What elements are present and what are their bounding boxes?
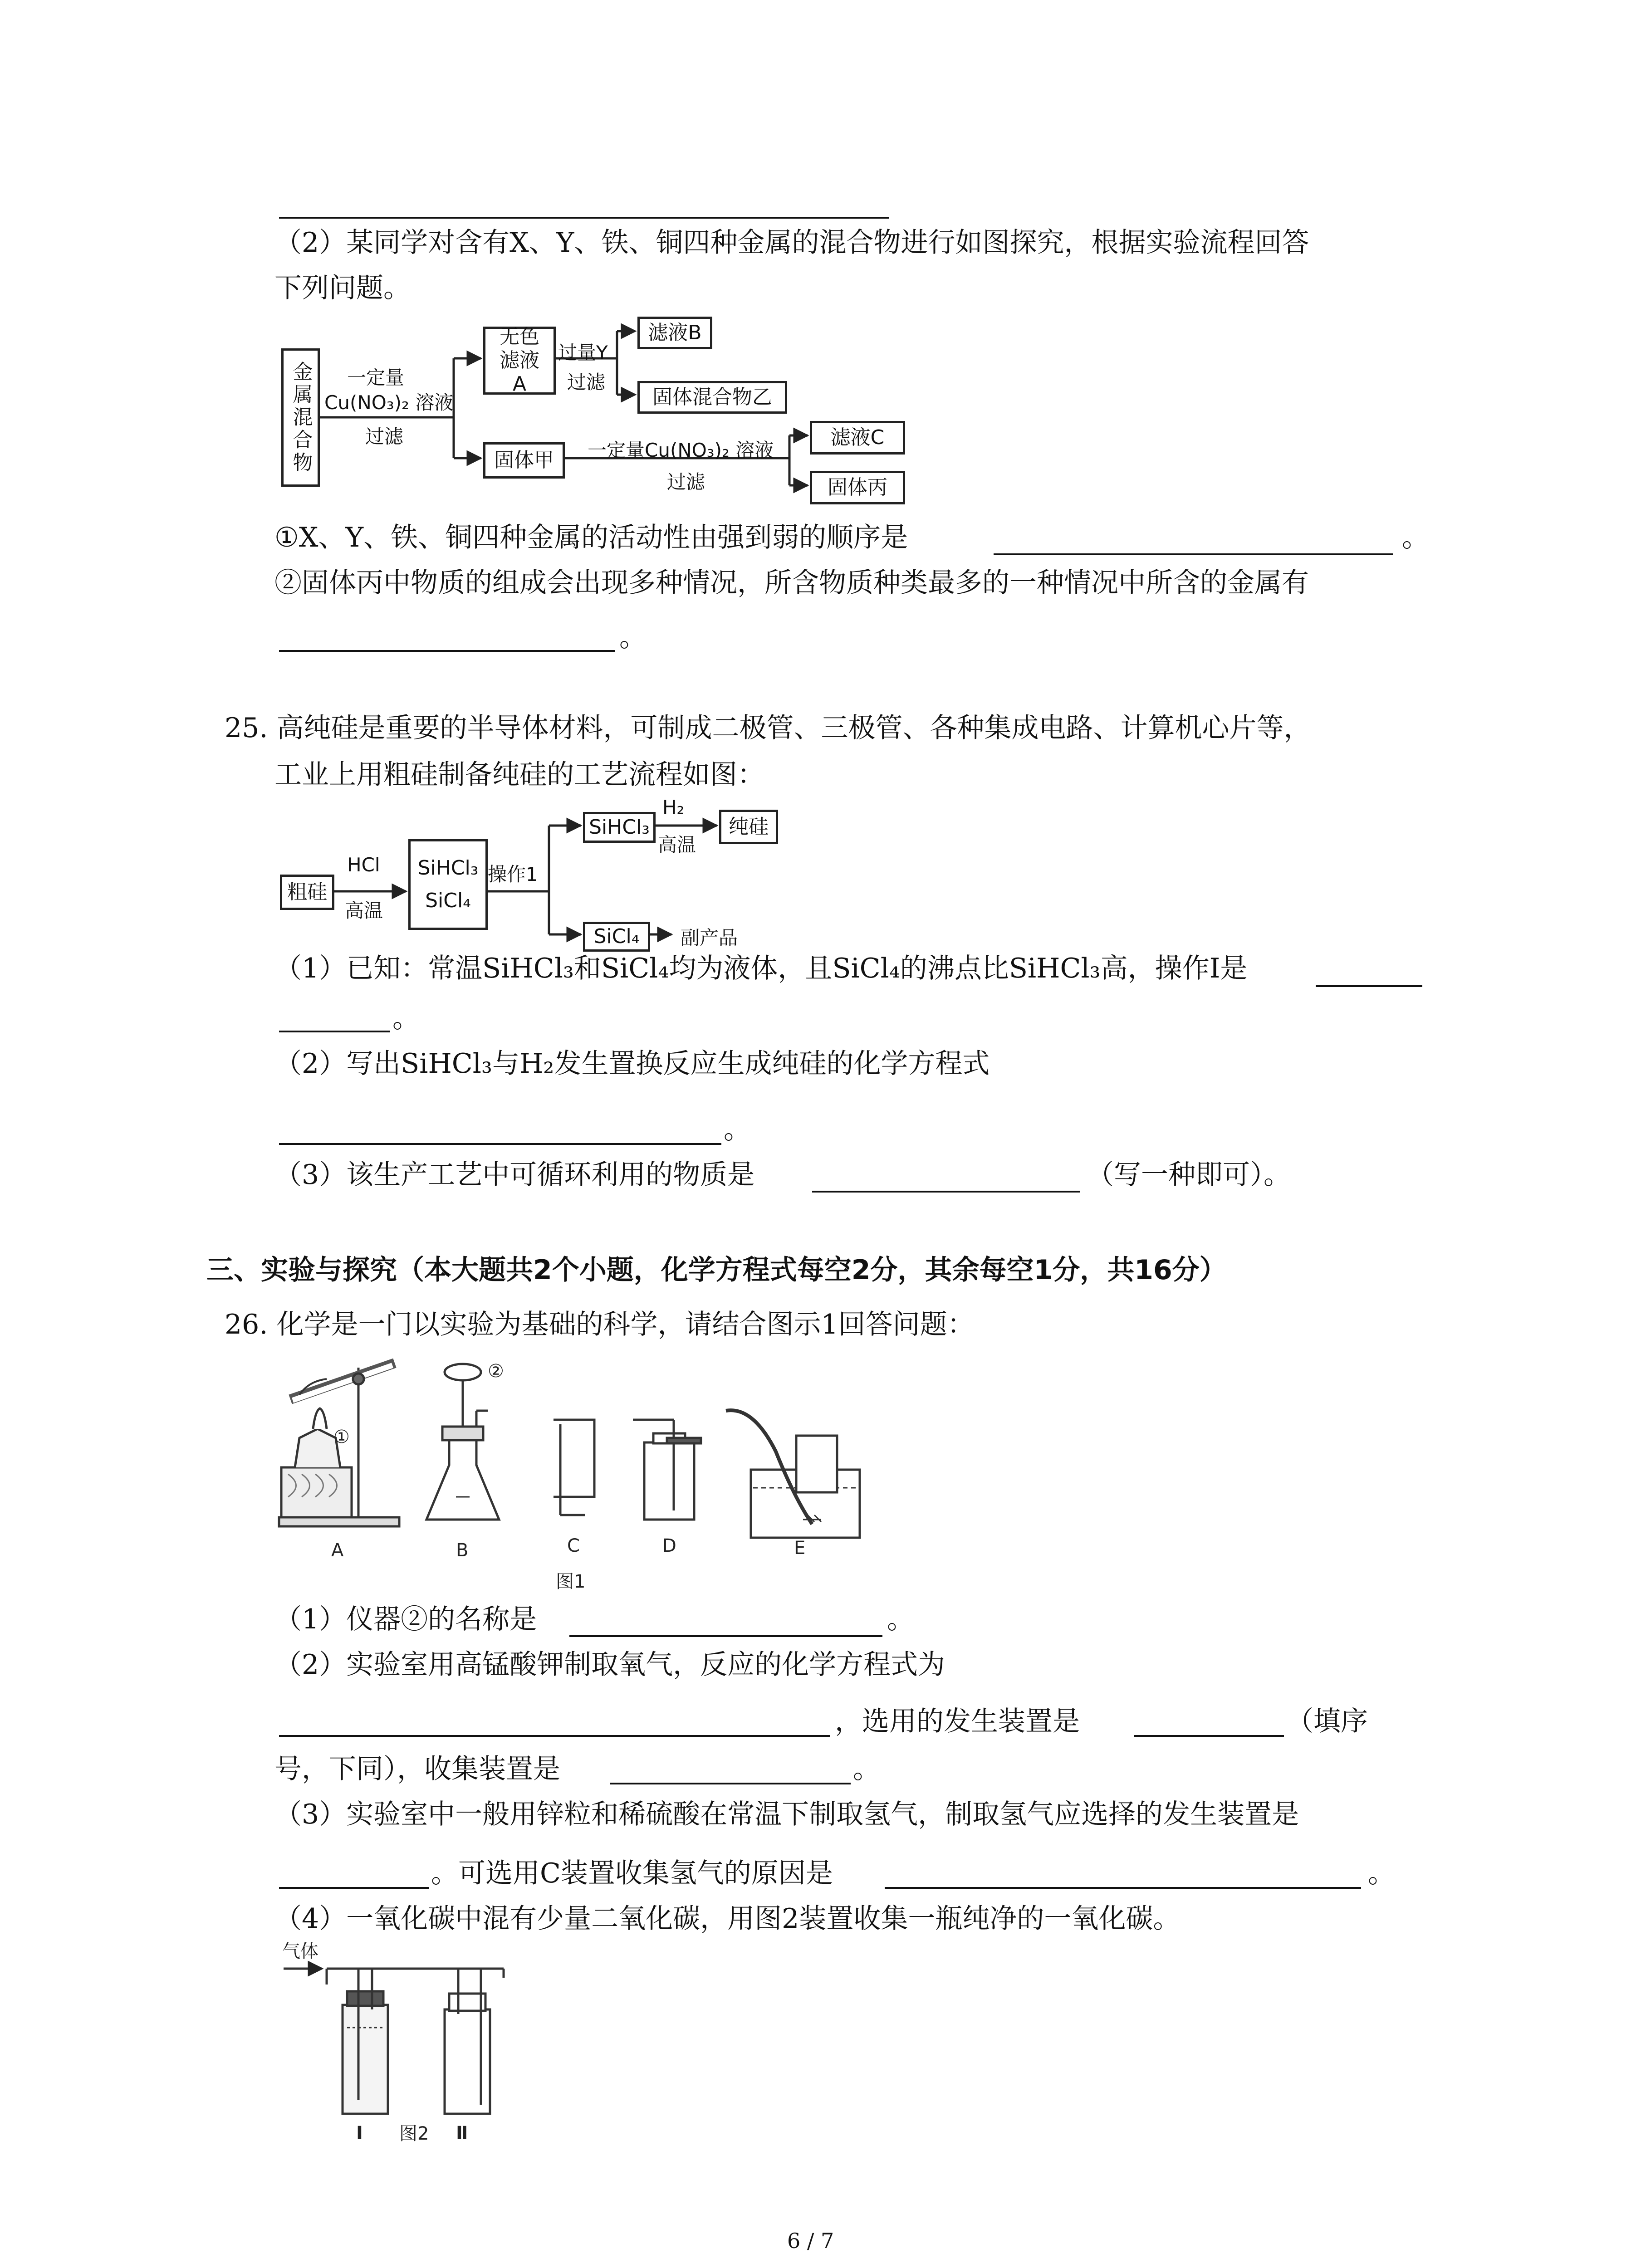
flow-label-step1-bot: 过滤 [365,425,404,448]
fig2-caption: 图2 [399,2123,429,2144]
flow-box-solid-a: 固体甲 [483,442,565,479]
fig1-marker-1: ① [333,1427,350,1447]
q26-p2a: （2）实验室用高锰酸钾制取氧气，反应的化学方程式为 [274,1649,945,1681]
flow-label-h2: H₂ [662,796,685,818]
fig1-label-b: B [456,1540,469,1561]
flow-box-solid-mixture-b: 固体混合物乙 [637,381,787,414]
flow-box-pure-si: 纯硅 [719,810,778,844]
q26-p3b: 。可选用C装置收集氢气的原因是 [431,1857,833,1889]
flow-label-step3-bot: 过滤 [667,471,705,493]
flow-label-step1-mid: Cu(NO₃)₂ 溶液 [324,391,454,414]
flow-label-hcl: HCl [347,854,380,876]
flow-box-filtrate-b: 滤液B [637,317,712,349]
flow-box-metal-mixture: 金属混合物 [281,348,320,487]
fig2-gas-label: 气体 [282,1941,318,1962]
q25-p3-end: （写一种即可）。 [1087,1159,1291,1191]
q25-line1: 25. 高纯硅是重要的半导体材料，可制成二极管、三极管、各种集成电路、计算机心片等， [225,712,1311,744]
flow-box-sihcl3-sicl4: SiHCl₃ SiCl₄ [408,839,488,930]
flow-box-filtrate-a: 无色滤液A [483,327,556,395]
fig1-marker-2: ② [488,1361,504,1382]
q25-p1: （1）已知：常温SiHCl₃和SiCl₄均为液体，且SiCl₄的沸点比SiHCl₃高，操作Ⅰ是 [274,953,1248,984]
q26-p2e: 。 [853,1753,880,1785]
q24-sub1: ①X、Y、铁、铜四种金属的活动性由强到弱的顺序是 [274,522,908,553]
fig1-label-a: A [331,1540,344,1561]
q26-line1: 26. 化学是一门以实验为基础的科学，请结合图示1回答问题： [225,1309,975,1340]
fig1-label-c: C [567,1535,580,1556]
q25-p3: （3）该生产工艺中可循环利用的物质是 [274,1159,755,1191]
q25-p2-end: 。 [724,1114,751,1145]
flow-label-high-temp-1: 高温 [345,899,383,922]
q26-p4: （4）一氧化碳中混有少量二氧化碳，用图2装置收集一瓶纯净的一氧化碳。 [274,1903,1181,1935]
q26-p1: （1）仪器②的名称是 [274,1603,537,1635]
q26-p3a: （3）实验室中一般用锌粒和稀硫酸在常温下制取氢气，制取氢气应选择的发生装置是 [274,1799,1299,1830]
flow-box-filtrate-c: 滤液C [810,421,905,455]
q26-p3c: 。 [1368,1857,1395,1889]
q24-intro-line1: （2）某同学对含有X、Y、铁、铜四种金属的混合物进行如图探究，根据实验流程回答 [274,227,1309,259]
flow-label-step2-top: 过量Y [558,342,608,364]
flow-label-step1-top: 一定量 [347,367,405,389]
q24-sub2-end: 。 [619,621,647,653]
section3-heading: 三、实验与探究（本大题共2个小题，化学方程式每空2分，其余每空1分，共16分） [206,1254,1227,1286]
flow-box-solid-c: 固体丙 [810,471,905,504]
q25-p2: （2）写出SiHCl₃与H₂发生置换反应生成纯硅的化学方程式 [274,1048,990,1080]
fig1-caption: 图1 [556,1571,586,1592]
flow-box-sihcl3: SiHCl₃ [583,812,656,843]
flow-label-operation1: 操作1 [488,863,538,885]
page-number: 6 / 7 [787,2229,834,2253]
flow-label-byproduct: 副产品 [681,927,738,949]
flow-label-step2-bot: 过滤 [567,371,606,393]
q26-p2b: ，选用的发生装置是 [835,1706,1080,1737]
fig1-label-d: D [662,1535,676,1556]
flow-box-crude-si: 粗硅 [280,875,334,910]
q26-p1-end: 。 [887,1603,914,1635]
q24-intro-line2: 下列问题。 [274,272,411,304]
flow-label-high-temp-2: 高温 [658,834,696,856]
q25-line2: 工业上用粗硅制备纯硅的工艺流程如图： [274,759,764,791]
fig1-label-e: E [794,1538,806,1559]
fig2-label-1: Ⅰ [356,2123,363,2144]
q26-p2c: （填序 [1286,1706,1368,1737]
q24-sub1-end: 。 [1402,522,1429,553]
q26-p2d: 号，下同），收集装置是 [274,1753,560,1785]
q24-sub2: ②固体丙中物质的组成会出现多种情况，所含物质种类最多的一种情况中所含的金属有 [274,567,1309,599]
fig2-label-2: Ⅱ [456,2123,468,2144]
flow-label-step3-top: 一定量Cu(NO₃)₂ 溶液 [588,439,774,461]
q25-p1-end: 。 [392,1002,420,1034]
flow-box-sicl4: SiCl₄ [583,922,650,952]
